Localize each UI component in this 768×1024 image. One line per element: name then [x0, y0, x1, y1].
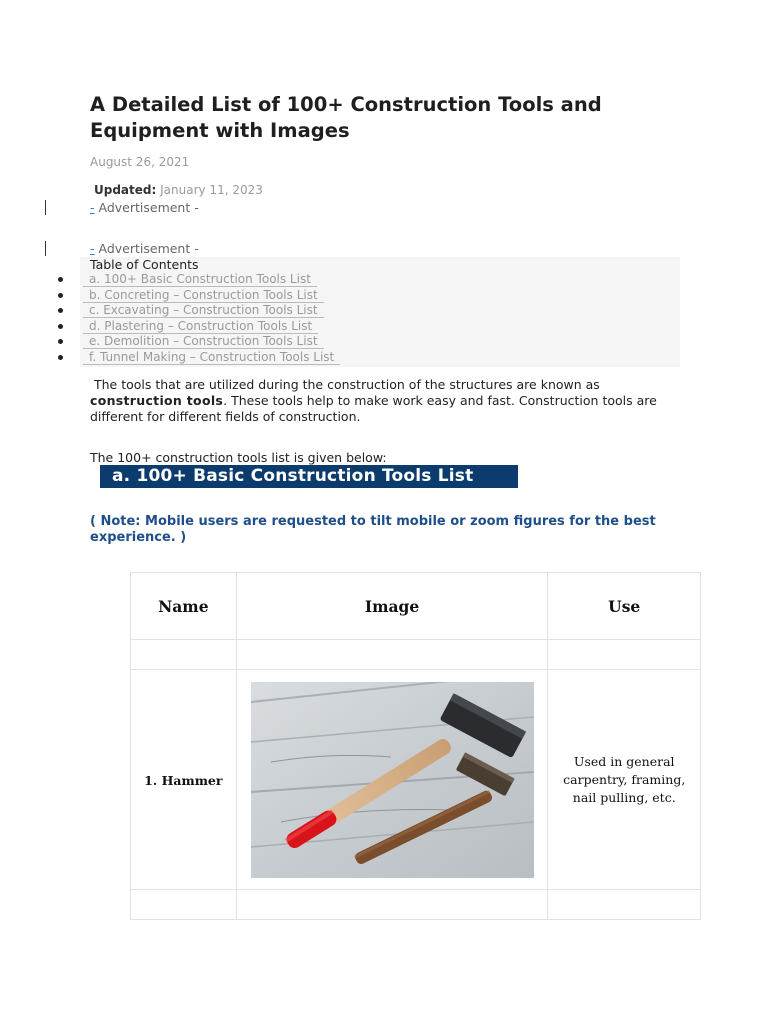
- empty-cell: [236, 890, 548, 920]
- table-row: [131, 670, 701, 890]
- toc-link[interactable]: f. Tunnel Making – Construction Tools List: [83, 350, 340, 365]
- publish-date: August 26, 2021: [90, 155, 190, 169]
- tool-name: 1. Hammer: [144, 773, 223, 788]
- tools-table: [130, 572, 701, 920]
- updated-date: January 11, 2023: [160, 183, 263, 197]
- updated-label: Updated:: [94, 183, 157, 197]
- table-header-row: [131, 573, 701, 640]
- toc-link[interactable]: a. 100+ Basic Construction Tools List: [83, 272, 317, 287]
- text-cursor-marker: [45, 241, 46, 256]
- empty-cell: [548, 890, 701, 920]
- advertisement-label: [90, 241, 199, 256]
- section-heading: a. 100+ Basic Construction Tools List: [100, 465, 518, 488]
- bullet-icon: [58, 293, 63, 298]
- intro-paragraph: [90, 377, 690, 425]
- table-of-contents: [80, 257, 680, 367]
- hammer-photo: [251, 682, 534, 878]
- header-use: Use: [548, 573, 701, 640]
- toc-link[interactable]: c. Excavating – Construction Tools List: [83, 303, 324, 318]
- tool-image-cell: [236, 670, 548, 890]
- intro-after: . These tools help to make work easy and fast. Construction tools are different for different fields of construction.: [90, 393, 657, 424]
- toc-link[interactable]: d. Plastering – Construction Tools List: [83, 319, 318, 334]
- updated-line: [94, 183, 263, 197]
- header-name: Name: [131, 573, 237, 640]
- tool-use: Used in general carpentry, framing, nail pulling, etc.: [563, 753, 686, 805]
- bullet-icon: [58, 339, 63, 344]
- hammer-image-icon: [251, 682, 534, 878]
- empty-cell: [131, 640, 237, 670]
- text-cursor-marker: [45, 200, 46, 215]
- empty-cell: [548, 640, 701, 670]
- toc-title: Table of Contents: [90, 257, 199, 272]
- mobile-note: ( Note: Mobile users are requested to tilt mobile or zoom figures for the best experience. ): [90, 514, 656, 545]
- table-row: [131, 640, 701, 670]
- tool-use-cell: [548, 670, 701, 890]
- ad-text: Advertisement -: [98, 200, 199, 215]
- table-row: [131, 890, 701, 920]
- intro-bold-term: construction tools: [90, 393, 224, 408]
- intro-before: The tools that are utilized during the construction of the structures are known as: [93, 377, 600, 392]
- toc-link[interactable]: e. Demolition – Construction Tools List: [83, 334, 324, 349]
- bullet-icon: [58, 277, 63, 282]
- ad-dash-link[interactable]: -: [90, 200, 95, 215]
- article-title: A Detailed List of 100+ Construction Tools and Equipment with Images: [90, 93, 602, 142]
- bullet-icon: [58, 355, 63, 360]
- empty-cell: [131, 890, 237, 920]
- list-intro: The 100+ construction tools list is given below:: [90, 450, 387, 465]
- bullet-icon: [58, 324, 63, 329]
- toc-link[interactable]: b. Concreting – Construction Tools List: [83, 288, 324, 303]
- tool-name-cell: [131, 670, 237, 890]
- empty-cell: [236, 640, 548, 670]
- bullet-icon: [58, 308, 63, 313]
- ad-text: Advertisement -: [98, 241, 199, 256]
- advertisement-label: [90, 200, 199, 215]
- ad-dash-link[interactable]: -: [90, 241, 95, 256]
- header-image: Image: [236, 573, 548, 640]
